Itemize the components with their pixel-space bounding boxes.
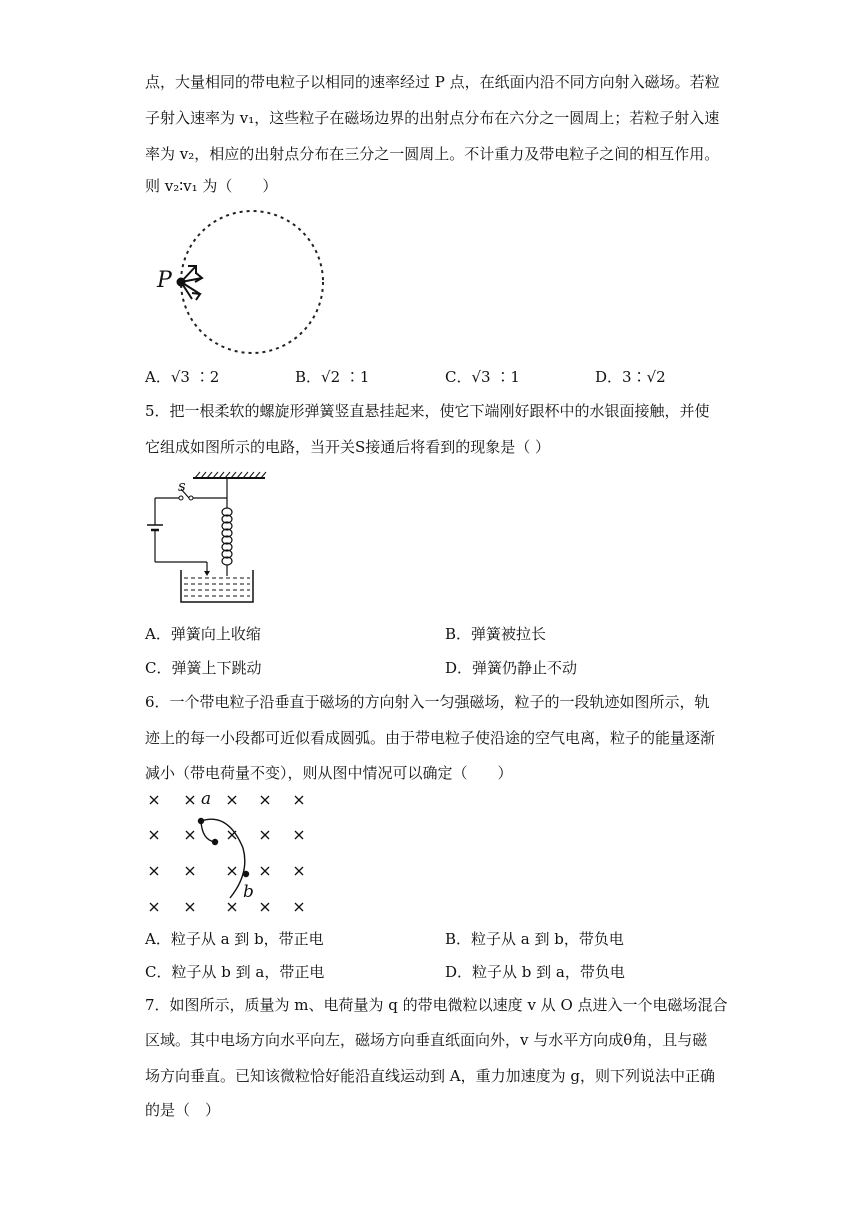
magnetic-field-boundary bbox=[181, 211, 323, 353]
q6-option-c: C．粒子从 b 到 a，带正电 bbox=[145, 963, 325, 981]
q7-line-3: 场方向垂直。已知该微粒恰好能沿直线运动到 A，重力加速度为 g，则下列说法中正确 bbox=[145, 1067, 715, 1085]
q5-option-a: A．弹簧向上收缩 bbox=[145, 625, 261, 643]
q7-line-1: 7．如图所示，质量为 m、电荷量为 q 的带电微粒以速度 v 从 O 点进入一个电磁场混合 bbox=[145, 996, 728, 1014]
wire-arrow-icon bbox=[204, 571, 210, 576]
q7-line-4: 的是（ ） bbox=[145, 1101, 221, 1119]
q6-line-1: 6．一个带电粒子沿垂直于磁场的方向射入一匀强磁场，粒子的一段轨迹如图所示，轨 bbox=[145, 693, 710, 711]
q6-line-2: 迹上的每一小段都可近似看成圆弧。由于带电粒子使沿途的空气电离，粒子的能量逐渐 bbox=[145, 729, 716, 747]
q6-line-3: 减小（带电荷量不变），则从图中情况可以确定（ ） bbox=[145, 764, 513, 782]
q6-label-b: b bbox=[243, 882, 254, 902]
particle-trajectory bbox=[201, 819, 245, 898]
q4-option-a: A．√3 ∶2 bbox=[145, 368, 220, 386]
q5-circuit-figure bbox=[145, 470, 275, 610]
mercury-surface bbox=[184, 578, 250, 596]
q4-line-1: 点，大量相同的带电粒子以相同的速率经过 P 点，在纸面内沿不同方向射入磁场。若粒 bbox=[145, 73, 720, 91]
field-cross-marks bbox=[150, 796, 303, 911]
mercury-cup bbox=[181, 570, 253, 602]
q6-option-a: A．粒子从 a 到 b，带正电 bbox=[145, 930, 324, 948]
q6-option-d: D．粒子从 b 到 a，带负电 bbox=[445, 963, 625, 981]
q4-line-3: 率为 v₂，相应的出射点分布在三分之一圆周上。不计重力及带电粒子之间的相互作用。 bbox=[145, 145, 720, 163]
q5-line-2: 它组成如图所示的电路，当开关S接通后将看到的现象是（ ） bbox=[145, 438, 551, 456]
q7-line-2: 区域。其中电场方向水平向左，磁场方向垂直纸面向外，v 与水平方向成θ角，且与磁 bbox=[145, 1031, 708, 1049]
q4-option-d: D．3∶√2 bbox=[595, 368, 666, 386]
q4-option-b: B．√2 ∶1 bbox=[295, 368, 370, 386]
q4-circle-figure bbox=[150, 200, 340, 370]
trajectory-dot-2 bbox=[212, 839, 218, 845]
velocity-arrows-icon bbox=[181, 266, 202, 300]
spring-coil bbox=[222, 498, 232, 576]
q6-option-b: B．粒子从 a 到 b，带负电 bbox=[445, 930, 624, 948]
q5-option-d: D．弹簧仍静止不动 bbox=[445, 659, 578, 677]
q4-option-c: C．√3 ∶1 bbox=[445, 368, 520, 386]
q5-line-1: 5．把一根柔软的螺旋形弹簧竖直悬挂起来，使它下端刚好跟杯中的水银面接触，并使 bbox=[145, 402, 710, 420]
q5-option-c: C．弹簧上下跳动 bbox=[145, 659, 262, 677]
q4-line-4: 则 v₂∶v₁ 为（ ） bbox=[145, 177, 278, 195]
trajectory-dot-1 bbox=[198, 818, 204, 824]
q4-line-2: 子射入速率为 v₁，这些粒子在磁场边界的出射点分布在六分之一圆周上；若粒子射入速 bbox=[145, 109, 720, 127]
q6-magnetic-field-figure bbox=[140, 788, 320, 923]
q5-option-b: B．弹簧被拉长 bbox=[445, 625, 547, 643]
switch-contact bbox=[189, 496, 193, 500]
trajectory-dot-3 bbox=[243, 871, 249, 877]
q6-label-a: a bbox=[201, 789, 212, 809]
q4-point-label: P bbox=[157, 268, 172, 293]
q5-switch-label: s bbox=[178, 477, 186, 495]
